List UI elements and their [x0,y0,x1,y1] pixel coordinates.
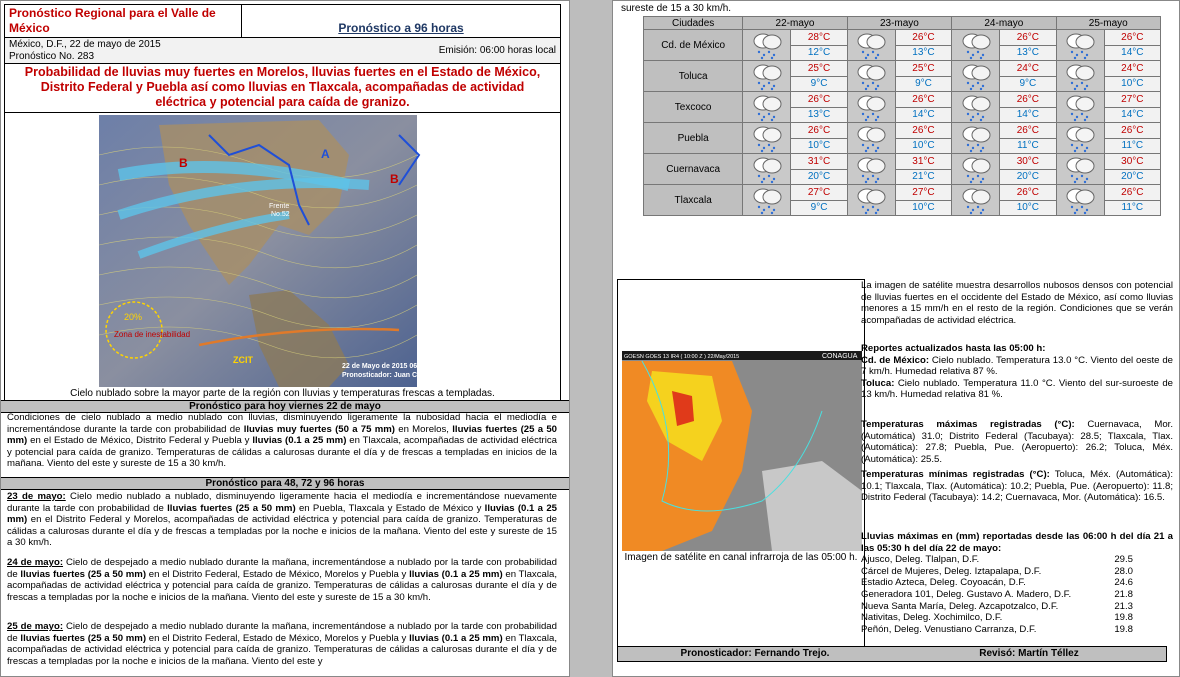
rain-place: Peñón, Deleg. Venustiano Carranza, D.F. [861,623,1037,635]
list-item [861,601,1133,613]
table-row [644,123,1161,139]
weather-icon-cell [743,185,791,216]
report-cdmx-text: Cielo nublado. Temperatura 13.0 °C. Viento del oeste de 7 km/h. Humedad relativa 87 %. [861,354,1174,378]
col-day-2: 23-mayo [847,17,951,30]
d23-bold-1: lluvias fuertes (25 a 50 mm) [167,502,296,514]
weather-icon-cell [952,30,1000,61]
col-cities: Ciudades [644,17,743,30]
forecast-96h-link[interactable]: Pronóstico a 96 horas [338,21,464,35]
max-temp: 30°C [1104,154,1160,170]
weather-icon-cell [1056,61,1104,92]
footer [617,646,1167,662]
max-temp: 26°C [1104,30,1160,46]
forecast-23-may [7,491,557,549]
min-temp: 9°C [1000,76,1056,92]
cloud-rain-icon [959,123,993,153]
max-temp: 26°C [1000,92,1056,108]
min-temp: 10°C [791,138,847,154]
rain-title: Lluvias máximas en (mm) reportadas desde las 06:00 h del día 21 a las 05:30 h del día 22 de mayo: [861,531,1173,554]
max-temp: 26°C [1000,30,1056,46]
satellite-cell [617,279,865,647]
today-header: Pronóstico para hoy viernes 22 de mayo [1,400,569,413]
d25-label: 25 de mayo: [7,621,64,632]
rain-amount: 24.6 [1114,577,1133,589]
cloud-rain-icon [750,154,784,184]
table-row [644,185,1161,201]
d25-text-2: en el Distrito Federal, Estado de México, Morelos y Puebla y [146,632,410,644]
rain-list [861,554,1173,635]
map-cell [4,112,561,401]
rain-place: Nativitas, Deleg. Xochimilco, D.F. [861,612,1003,624]
table-row [644,154,1161,170]
range-header: Pronóstico para 48, 72 y 96 horas [1,477,569,490]
weather-icon-cell [847,92,895,123]
max-temp: 26°C [1104,123,1160,139]
rain-amount: 21.3 [1114,600,1133,612]
d24-text-3: en Tlaxcala, acompañadas de actividad eléctrica y potencial para caída de granizo. Temperaturas de cálidas a calurosas durante el día y de frescas a templadas por la noche e inicios de la mañana. Viento del este y sureste de 15 a 30 km/h. [7,568,557,603]
min-temp: 14°C [1104,107,1160,123]
city-name: Toluca [644,61,743,92]
cloud-rain-icon [854,185,888,215]
max-temp: 25°C [791,61,847,77]
rain-place: Cárcel de Mujeres, Deleg. Iztapalapa, D.F. [861,565,1042,577]
d24-text-1: Cielo de despejado a medio nublado durante la mañana, incrementándose a nublado por la tarde con probabilidad de [7,557,557,580]
weather-icon-cell [743,30,791,61]
d24-bold-1: lluvias fuertes (25 a 50 mm) [20,568,147,580]
rain-place: Nueva Santa María, Deleg. Azcapotzalco, D.F. [861,600,1059,612]
max-temp: 26°C [1000,123,1056,139]
min-temp: 10°C [895,138,951,154]
city-name: Tlaxcala [644,185,743,216]
zcit-label: ZCIT [233,355,253,365]
city-name: Cd. de México [644,30,743,61]
report-title: Pronóstico Regional para el Valle de México [9,6,216,35]
min-temp: 13°C [1000,45,1056,61]
list-item [861,589,1133,601]
max-temp: 26°C [791,92,847,108]
cloud-rain-icon [854,61,888,91]
min-temp: 11°C [1104,200,1160,216]
city-forecast-table [643,16,1161,216]
list-item [861,612,1133,624]
d25-bold-1: lluvias fuertes (25 a 50 mm) [20,632,147,644]
rain-place: Generadora 101, Deleg. Gustavo A. Madero, D.F. [861,588,1072,600]
forecast-link-cell [241,4,561,38]
table-header-row [644,17,1161,30]
min-temp: 13°C [895,45,951,61]
min-temp: 14°C [1000,107,1056,123]
min-temp: 13°C [791,107,847,123]
max-temps-label: Temperaturas máximas registradas (°C): [861,419,1075,430]
emission-time: Emisión: 06:00 horas local [438,45,556,56]
max-temp: 26°C [791,123,847,139]
max-temp: 27°C [895,185,951,201]
cloud-rain-icon [959,154,993,184]
conagua-logo: CONAGUA [822,353,858,360]
cloud-rain-icon [750,185,784,215]
report-toluca-label: Toluca: [861,377,895,389]
col-day-1: 22-mayo [743,17,847,30]
cloud-rain-icon [750,30,784,60]
min-temp: 10°C [1104,76,1160,92]
max-temp: 27°C [1104,92,1160,108]
weather-icon-cell [847,154,895,185]
weather-icon-cell [1056,92,1104,123]
table-body [644,30,1161,216]
cloud-rain-icon [854,154,888,184]
list-item [861,577,1133,589]
list-item [861,624,1133,636]
d25-bold-2: lluvias (0.1 a 25 mm) [409,632,503,644]
col-day-3: 24-mayo [952,17,1056,30]
weather-icon-cell [952,92,1000,123]
max-temp: 28°C [791,30,847,46]
map-forecaster: Pronosticador: Juan Carlos Ayala [342,372,454,379]
min-temp: 14°C [1104,45,1160,61]
report-cdmx-label: Cd. de México: [861,354,930,366]
weather-icon-cell [847,123,895,154]
min-temp: 21°C [895,169,951,185]
weather-icon-cell [1056,185,1104,216]
cloud-rain-icon [1063,61,1097,91]
min-temp: 10°C [895,200,951,216]
weather-icon-cell [743,61,791,92]
table-row [644,30,1161,46]
cloud-storm-icon [854,30,888,60]
max-temp: 27°C [791,185,847,201]
rain-place: Estadio Azteca, Deleg. Coyoacán, D.F. [861,577,1026,589]
high-a-label: A [321,147,330,161]
cloud-rain-icon [959,61,993,91]
min-temps [861,469,1173,504]
max-temp: 26°C [895,92,951,108]
weather-icon-cell [743,123,791,154]
synoptic-map [99,115,454,387]
cloud-rain-icon [750,92,784,122]
min-temp: 20°C [1000,169,1056,185]
low-b-label-1: B [179,156,188,170]
d25-text-1: Cielo de despejado a medio nublado durante la mañana, incrementándose a nublado por la tarde con probabilidad de [7,621,557,644]
weather-icon-cell [952,154,1000,185]
d24-bold-2: lluvias (0.1 a 25 mm) [409,568,503,580]
max-temps [861,419,1173,465]
report-cdmx [861,355,1173,378]
max-temp: 26°C [895,30,951,46]
map-timestamp: 22 de Mayo de 2015 06:00 h. [342,363,436,370]
report-toluca [861,378,1173,401]
meta-row [4,37,561,64]
weather-icon-cell [743,154,791,185]
max-temp: 25°C [895,61,951,77]
max-temp: 30°C [1000,154,1056,170]
satellite-image [622,351,862,551]
d23-text-1: Cielo medio nublado a nublado, disminuyendo ligeramente hacia el mediodía e incrementándose nuevamente durante la tarde con probabilidad de [7,491,557,514]
today-forecast [7,412,557,470]
min-temp: 14°C [895,107,951,123]
cloud-rain-icon [854,92,888,122]
table-row [644,92,1161,108]
place-date: México, D.F., 22 de mayo de 2015 [9,39,161,50]
list-item [861,554,1133,566]
min-temp: 10°C [1000,200,1056,216]
max-temp: 24°C [1104,61,1160,77]
min-temp: 12°C [791,45,847,61]
rain-amount: 19.8 [1114,623,1133,635]
today-text-3: en el Estado de México, Distrito Federal y Puebla y [27,435,253,447]
continued-text: sureste de 15 a 30 km/h. [621,3,732,14]
rain-place: Ajusco, Deleg. Tlalpan, D.F. [861,554,980,566]
forecast-number: Pronóstico No. 283 [9,51,95,62]
d24-text-2: en el Distrito Federal, Estado de México, Morelos y Puebla y [146,568,410,580]
max-temp: 26°C [895,123,951,139]
cloud-rain-icon [854,123,888,153]
city-name: Texcoco [644,92,743,123]
footer-forecaster: Pronosticador: Fernando Trejo. [680,648,830,659]
cloud-rain-icon [1063,123,1097,153]
instability-label: Zona de inestabilidad [114,330,191,339]
city-name: Puebla [644,123,743,154]
title-cell [4,4,242,38]
cloud-rain-icon [959,185,993,215]
d23-bold-2: lluvias (0.1 a 25 mm) [7,502,557,526]
satellite-header: GOESN GOES 13 IR4 ( 10:00 Z ) 22/May/2015 [624,354,740,360]
city-name: Cuernavaca [644,154,743,185]
max-temp: 26°C [1000,185,1056,201]
rain-amount: 29.5 [1114,554,1133,566]
cloud-rain-icon [1063,185,1097,215]
list-item [861,566,1133,578]
min-temps-label: Temperaturas mínimas registradas (°C): [861,469,1050,480]
cloud-rain-icon [959,30,993,60]
footer-reviewer: Revisó: Martín Téllez [979,648,1079,659]
satellite-description: La imagen de satélite muestra desarrollos nubosos densos con potencial de lluvias fuertes en el occidente del Estado de México, así como lluvias menores a 15 mm/h en el resto de la región. Condiciones que se verán acompañadas de actividad eléctrica. [861,280,1173,326]
weather-icon-cell [847,185,895,216]
today-bold-3: lluvias (0.1 a 25 mm) [252,435,347,447]
station-reports [861,343,1173,401]
page-2 [612,0,1180,677]
d23-text-2: en Puebla, Tlaxcala y Estado de México y [295,502,485,514]
cloud-rain-icon [750,61,784,91]
today-text-2: en Morelos, [394,423,453,435]
low-b-label-2: B [390,172,399,186]
max-temp: 24°C [1000,61,1056,77]
reports-title: Reportes actualizados hasta las 05:00 h: [861,343,1046,354]
min-temp: 9°C [895,76,951,92]
min-temp: 9°C [791,76,847,92]
weather-icon-cell [952,61,1000,92]
max-temp: 31°C [895,154,951,170]
weather-icon-cell [847,61,895,92]
today-bold-2: lluvias fuertes (25 a 50 mm) [7,423,558,447]
d23-text-3: en el Distrito Federal y Morelos, acompañadas de actividad eléctrica y potencial para caída de granizo. Temperaturas de cálidas a calurosas durante el día y de frescas a templadas por la noche e inicios de la mañana. Viento del este y sureste de 15 a 30 km/h. [7,514,557,549]
satellite-caption: Imagen de satélite en canal infrarroja de las 05:00 h. [624,552,858,563]
min-temp: 20°C [1104,169,1160,185]
min-temps-text: Toluca, Méx. (Automática): 10.1; Tlaxcala, Tlax. (Automática): 10.2; Puebla, Pue. (Aeropuerto): 11.8; Distrito Federal (Tacubaya): 14.2; Cuernavaca, Mor. (Automática): 16.5. [861,469,1174,504]
weather-icon-cell [952,123,1000,154]
forecast-25-may [7,621,557,667]
map-caption: Cielo nublado sobre la mayor parte de la región con lluvias y temperaturas frescas a templadas. [70,388,495,399]
forecast-24-may [7,557,557,603]
max-temp: 26°C [1104,185,1160,201]
col-day-4: 25-mayo [1056,17,1160,30]
weather-icon-cell [1056,123,1104,154]
rain-reports [861,531,1173,635]
headline: Probabilidad de lluvias muy fuertes en Morelos, lluvias fuertes en el Estado de México, Distrito Federal y Puebla así como lluvias en Tlaxcala, acompañadas de actividad eléctrica y potencial para caída de granizo. [24,65,541,109]
today-bold-1: lluvias muy fuertes (50 a 75 mm) [243,423,395,435]
headline-cell [4,63,561,113]
d25-text-3: en Tlaxcala, acompañadas de actividad eléctrica y potencial para caída de granizo. Temperaturas de cálidas a calurosas durante el día y de frescas a templadas por la noche e inicios de la mañana. Viento del este y [7,632,557,667]
max-temps-text: Cuernavaca, Mor. (Automática) 31.0; Distrito Federal (Tacubaya): 28.5; Tlaxcala, Tlax. (Automática): 27.8; Puebla, Pue. (Aeropuerto): 26.2; Toluca, Méx. (Automática): 25.5. [861,419,1173,465]
weather-icon-cell [743,92,791,123]
rain-amount: 28.0 [1114,565,1133,577]
cloud-rain-icon [959,92,993,122]
min-temp: 11°C [1104,138,1160,154]
today-text-1: Condiciones de cielo nublado a medio nublado con lluvias, disminuyendo ligeramente la nubosidad hacia el mediodía e incrementándose durante la tarde con probabilidad de [7,412,557,435]
weather-icon-cell [1056,30,1104,61]
front-number: No.52 [271,211,290,218]
cloud-rain-icon [1063,30,1097,60]
today-text-4: en Tlaxcala, acompañadas de actividad eléctrica y potencial para caída de granizo. Temperaturas de cálidas a calurosas durante el día y de frescas a templadas en inicios de la mañana. Viento del este y sureste de 15 a 30 km/h. [7,435,557,470]
cloud-rain-icon [1063,92,1097,122]
cloud-rain-icon [750,123,784,153]
min-temp: 11°C [1000,138,1056,154]
weather-icon-cell [952,185,1000,216]
rain-amount: 21.8 [1114,588,1133,600]
d24-label: 24 de mayo: [7,557,64,568]
rain-amount: 19.8 [1114,612,1133,624]
page-1 [0,0,570,677]
front-label: Frente [269,203,290,210]
instability-percent: 20% [124,312,143,322]
weather-icon-cell [847,30,895,61]
table-row [644,61,1161,77]
weather-icon-cell [1056,154,1104,185]
report-toluca-text: Cielo nublado. Temperatura 11.0 °C. Viento del sur-suroeste de 13 km/h. Humedad relativa 81 %. [861,377,1173,401]
cloud-rain-icon [1063,154,1097,184]
d23-label: 23 de mayo: [7,491,66,502]
max-temp: 31°C [791,154,847,170]
min-temp: 20°C [791,169,847,185]
min-temp: 9°C [791,200,847,216]
